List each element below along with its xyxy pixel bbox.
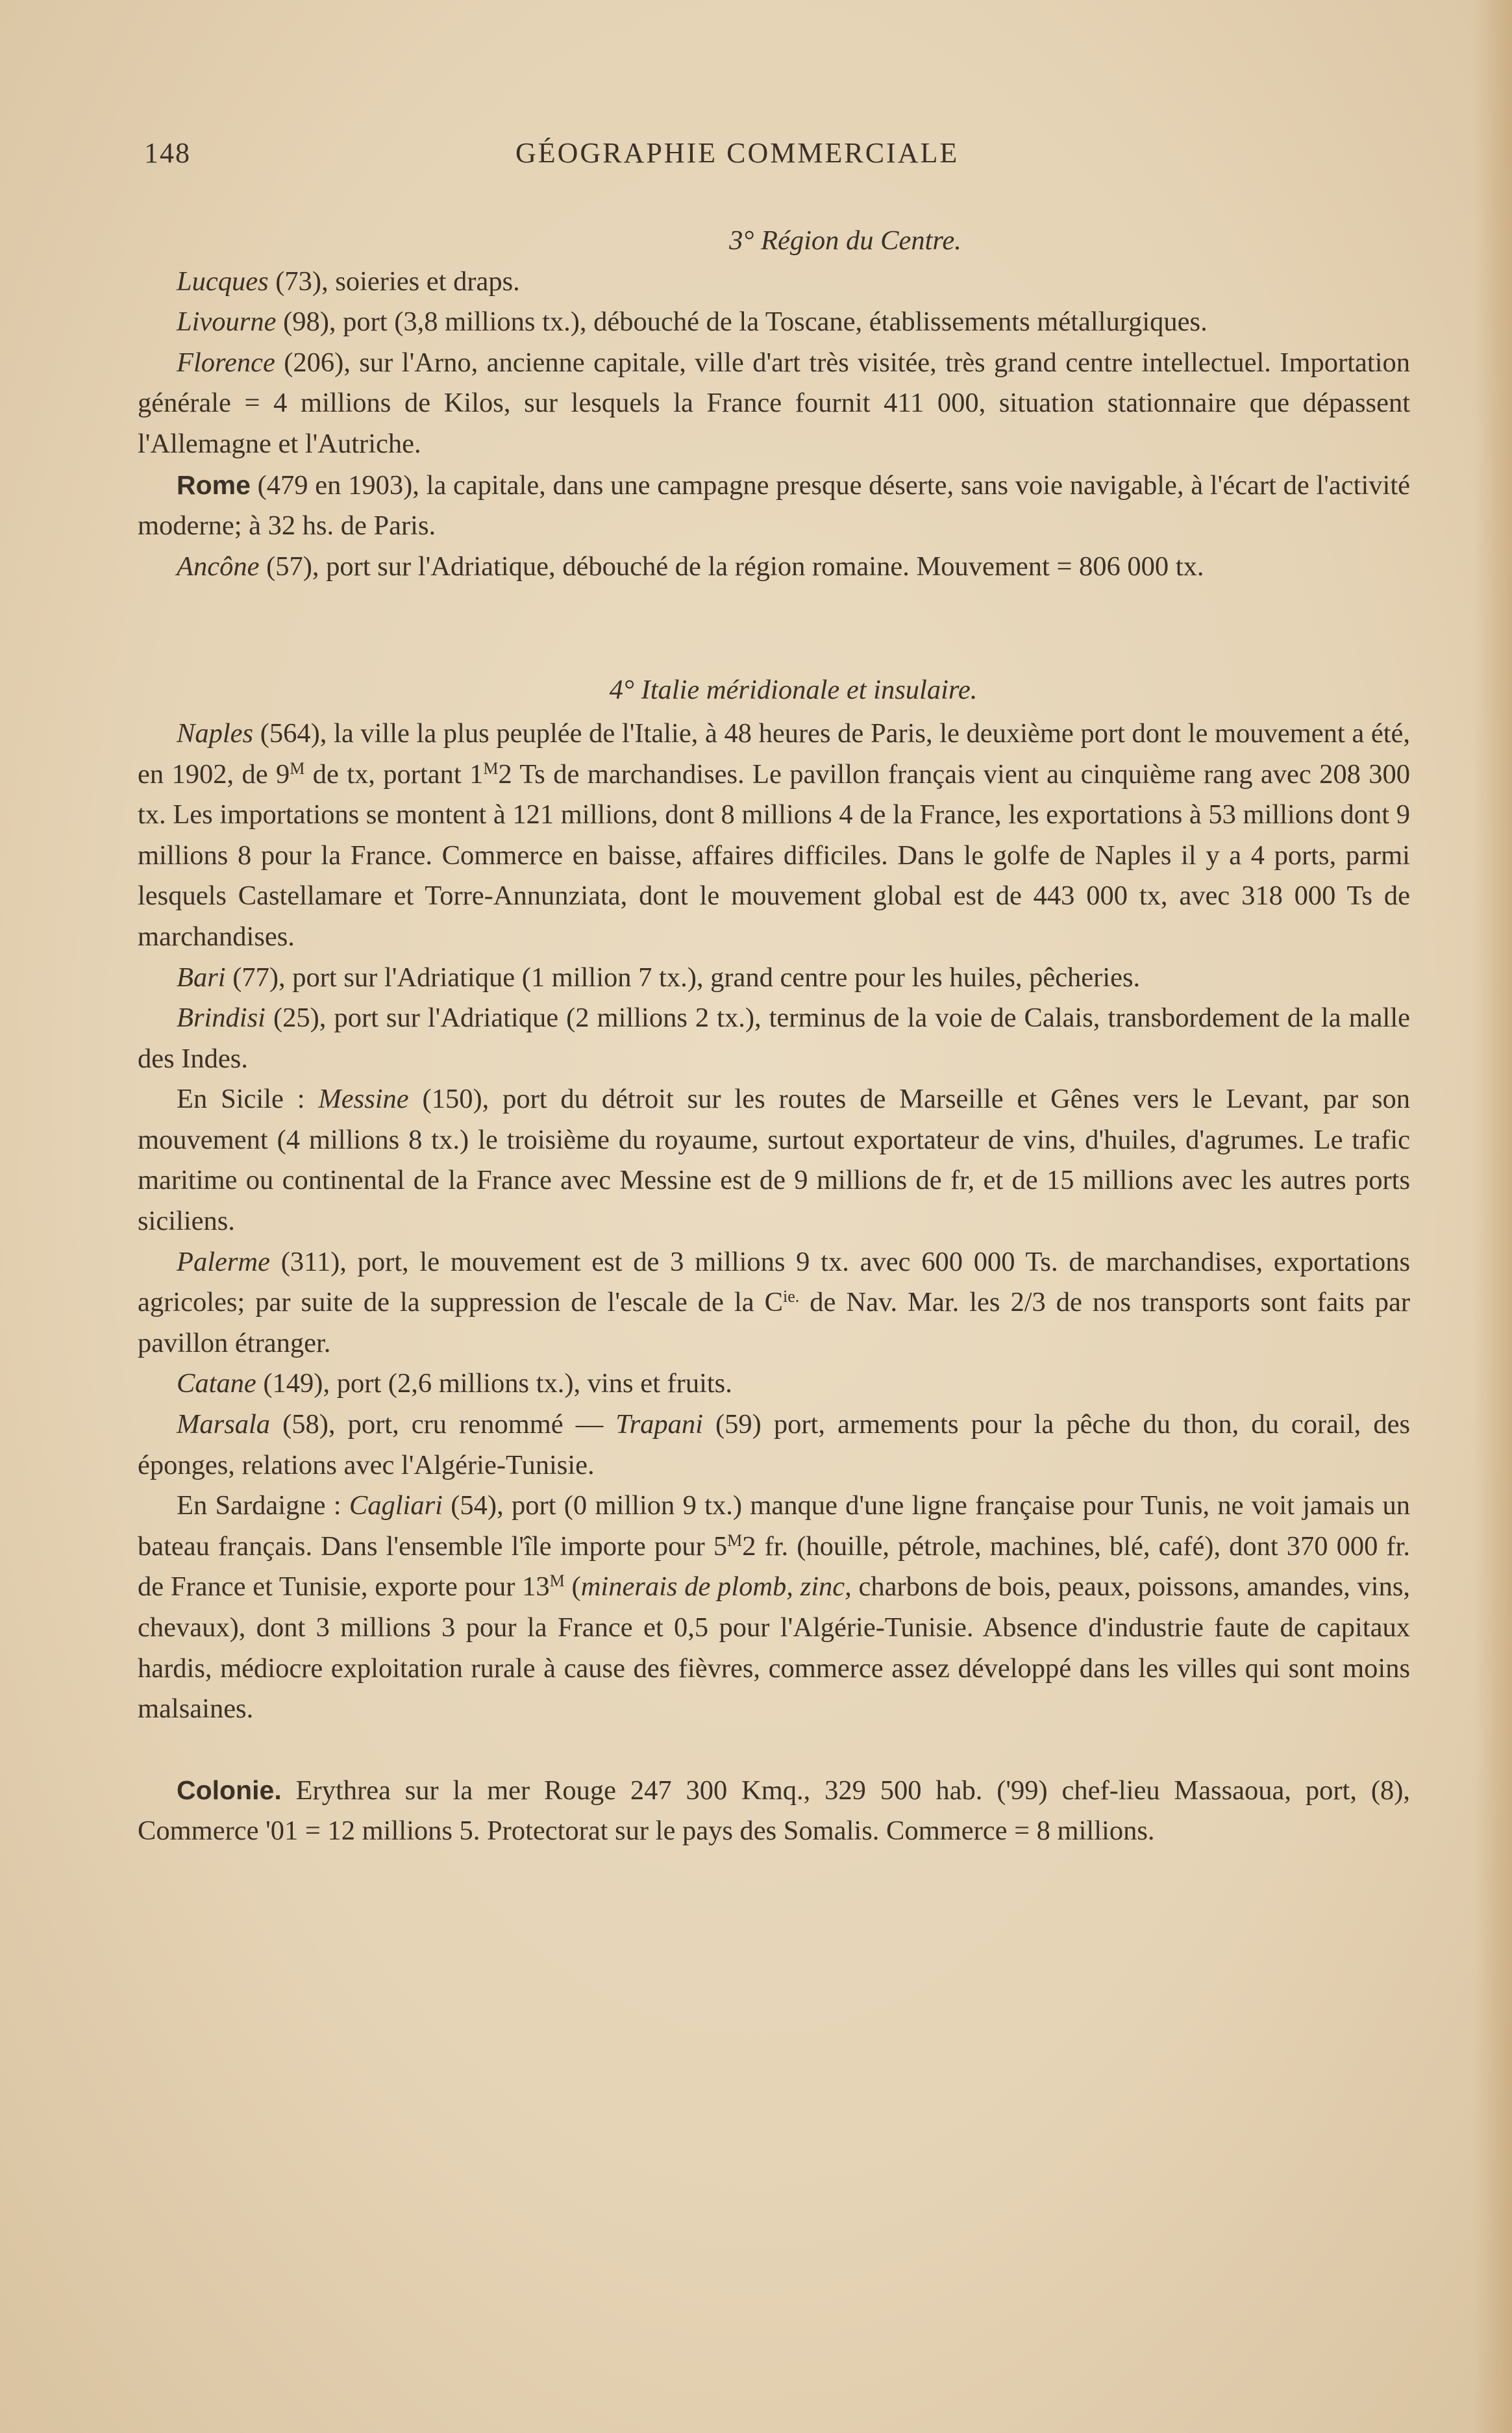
place-livourne: Livourne	[177, 306, 277, 338]
sup-naples-a: M	[290, 758, 305, 778]
paragraph-sardaigne	[138, 1486, 1410, 1730]
place-rome: Rome	[177, 469, 251, 500]
text-ancone: (57), port sur l'Adriatique, débouché de la région romaine. Mouvement = 806 000 tx.	[259, 551, 1204, 582]
text-livourne: (98), port (3,8 millions tx.), débouché de la Toscane, établissements métallurgiques.	[276, 306, 1208, 338]
text-messine-pre: En Sicile :	[177, 1084, 319, 1115]
text-sardaigne-c: (	[564, 1571, 581, 1603]
text-bari: (77), port sur l'Adriatique (1 million 7 tx.), grand centre pour les huiles, pêcheries.	[225, 962, 1141, 993]
text-sardaigne-b: 2 fr. (houille, pétrole, machines, blé, café), dont 370 000 fr. de France et Tunisie, exporte pour 13	[138, 1530, 1410, 1603]
paragraph-palerme	[138, 1242, 1410, 1364]
page-edge-shadow	[1473, 0, 1512, 2433]
paragraph-livourne	[138, 302, 1410, 343]
label-colonie: Colonie.	[177, 1775, 282, 1805]
section-heading-centre: 3° Région du Centre.	[729, 225, 961, 256]
running-title: GÉOGRAPHIE COMMERCIALE	[515, 137, 960, 169]
paragraph-rome	[138, 465, 1410, 547]
text-messine: (150), port du détroit sur les routes de Marseille et Gênes vers le Levant, par son mouvement (4 millions 8 tx.) le troisième du royaume, surtout exportateur de vins, d'huiles, d'agrumes. Le trafic maritime ou continental de la France avec Messine est de 9 millions de fr, et de 15 millions avec les autres ports siciliens.	[138, 1084, 1410, 1237]
place-messine: Messine	[318, 1084, 409, 1115]
paragraph-colonie	[138, 1770, 1410, 1852]
place-cagliari: Cagliari	[349, 1490, 443, 1521]
place-brindisi: Brindisi	[177, 1003, 266, 1034]
paragraph-naples	[138, 714, 1410, 958]
sup-sardaigne-b: M	[549, 1571, 565, 1591]
text-brindisi: (25), port sur l'Adriatique (2 millions 2 tx.), terminus de la voie de Calais, transbordement de la malle des Indes.	[138, 1003, 1410, 1074]
place-catane: Catane	[177, 1368, 256, 1399]
paragraph-catane	[138, 1364, 1410, 1404]
paragraph-messine	[138, 1079, 1410, 1241]
text-catane: (149), port (2,6 millions tx.), vins et fruits.	[256, 1368, 732, 1399]
text-naples-b: de tx, portant 1	[304, 758, 484, 790]
text-marsala-a: (58), port, cru renommé —	[270, 1409, 616, 1440]
paragraph-marsala	[138, 1404, 1410, 1486]
place-trapani: Trapani	[615, 1409, 703, 1440]
text-rome: (479 en 1903), la capitale, dans une campagne presque déserte, sans voie navigable, à l'écart de l'activité moderne; à 32 hs. de Paris.	[138, 469, 1410, 542]
paragraph-brindisi	[138, 998, 1410, 1079]
text-palerme-c: de nos transports sont faits par pavillon étranger.	[138, 1287, 1410, 1358]
text-marsala-b: (59) port, armements pour la pêche du thon, du corail, des éponges, relations avec l'Algérie-Tunisie.	[138, 1409, 1411, 1480]
place-florence: Florence	[177, 347, 275, 378]
sup-sardaigne-a: M	[727, 1530, 743, 1550]
text-palerme-a: (311), port, le mouvement est de 3 millions 9 tx. avec 600 000 Ts. de marchandises, exportations agricoles; par suite de la suppression de l'escale de la C	[138, 1246, 1410, 1318]
text-sardaigne-a: (54), port (0 million 9 tx.) manque d'une ligne française pour Tunis, ne voit jamais un bateau français. Dans l'ensemble l'île importe pour 5	[138, 1490, 1410, 1562]
place-ancone: Ancône	[177, 551, 260, 582]
page-number: 148	[144, 137, 191, 169]
place-palerme: Palerme	[177, 1246, 270, 1277]
paragraph-ancone	[138, 547, 1410, 588]
place-marsala: Marsala	[177, 1409, 271, 1440]
text-sardaigne-pre: En Sardaigne :	[177, 1490, 349, 1521]
place-naples: Naples	[177, 717, 254, 749]
body-text	[138, 221, 1410, 1852]
place-lucques: Lucques	[177, 266, 269, 297]
page-header	[144, 136, 1040, 182]
text-colonie: Erythrea sur la mer Rouge 247 300 Kmq., 329 500 hab. ('99) chef-lieu Massaoua, port, (8), Commerce '01 = 12 millions 5. Protectorat sur le pays des Somalis. Commerce = 8 millions.	[138, 1775, 1410, 1847]
paragraph-bari	[138, 958, 1410, 999]
fraction-palerme: 2/3	[1010, 1287, 1046, 1318]
text-florence: (206), sur l'Arno, ancienne capitale, ville d'art très visitée, très grand centre intellectuel. Importation générale = 4 millions de Kilos, sur lesquels la France fournit 411 000, situation stationnaire que dépassent l'Allemagne et l'Autriche.	[138, 347, 1410, 459]
text-naples-a: (564), la ville la plus peuplée de l'Italie, à 48 heures de Paris, le deuxième port dont le mouvement a été, en 1902, de 9	[138, 717, 1410, 790]
text-sardaigne-d: charbons de bois, peaux, poissons, amandes, vins, chevaux), dont 3 millions 3 pour la France et 0,5 pour l'Algérie-Tunisie. Absence d'industrie faute de capitaux hardis, médiocre exploitation rurale à cause des fièvres, commerce assez développé dans les villes qui sont moins malsaines.	[138, 1571, 1411, 1725]
section-heading-sud: 4° Italie méridionale et insulaire.	[609, 675, 978, 706]
text-lucques: (73), soieries et draps.	[268, 266, 520, 297]
paragraph-florence	[138, 343, 1410, 465]
sup-naples-b: M	[483, 758, 499, 778]
text-palerme-b: de Nav. Mar. les	[799, 1287, 1011, 1318]
sup-palerme: ie.	[782, 1287, 800, 1306]
place-bari: Bari	[177, 962, 226, 993]
text-sardaigne-italic: minerais de plomb, zinc,	[580, 1571, 852, 1603]
text-naples-c: 2 Ts de marchandises. Le pavillon français vient au cinquième rang avec 208 300 tx. Les importations se montent à 121 millions, dont 8 millions 4 de la France, les exportations à 53 millions dont 9 millions 8 pour la France. Commerce en baisse, affaires difficiles. Dans le golfe de Naples il y a 4 ports, parmi lesquels Castellamare et Torre-Annunziata, dont le mouvement global est de 443 000 tx, avec 318 000 Ts de marchandises.	[138, 758, 1411, 952]
paragraph-lucques	[138, 262, 1410, 303]
